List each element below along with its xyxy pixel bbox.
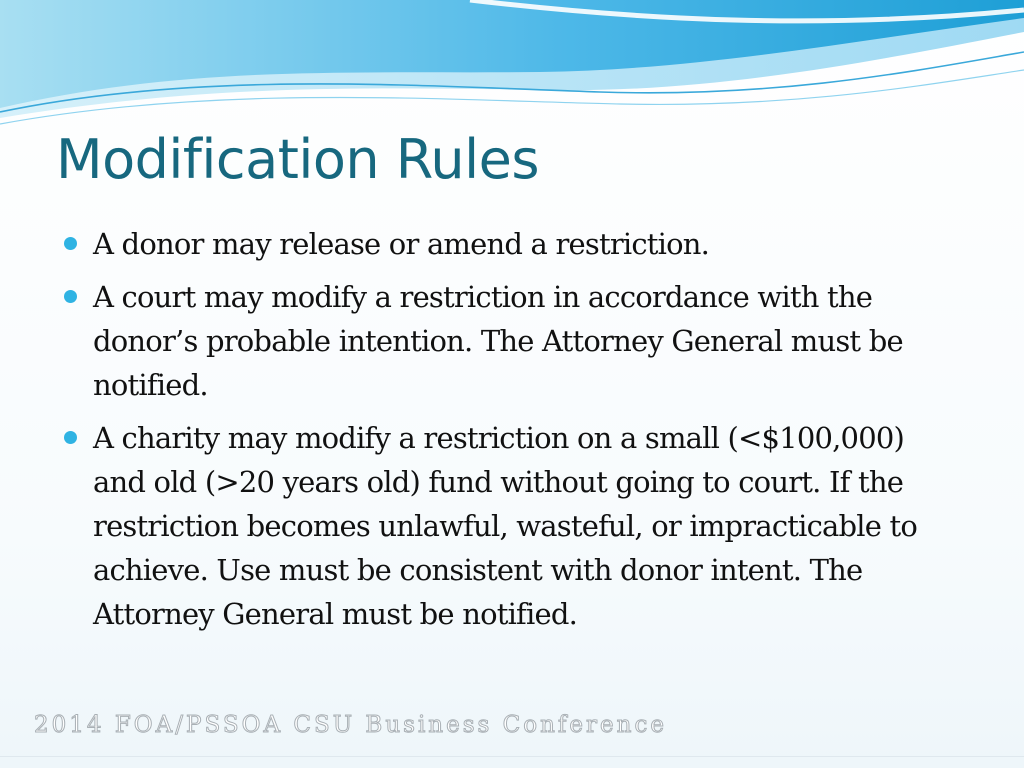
- footer-text: 2014 FOA/PSSOA CSU Business Conference: [34, 712, 667, 738]
- bullet-item: [60, 222, 960, 266]
- wave-banner: [0, 0, 1024, 130]
- bottom-divider: [0, 756, 1024, 757]
- bullet-item: [60, 416, 960, 636]
- bullet-dot-icon: [64, 290, 77, 303]
- bullet-text: A charity may modify a restriction on a small (<$100,000) and old (>20 years old) fund without going to court. If the restriction becomes unlawful, wasteful, or impracticable to achieve. Use must be consistent with donor intent. The Attorney General must be notified.: [93, 421, 918, 631]
- bullet-text: A court may modify a restriction in accordance with the donor’s probable intention. The Attorney General must be notified.: [93, 280, 903, 402]
- bullet-dot-icon: [64, 431, 77, 444]
- slide-title: Modification Rules: [56, 128, 539, 191]
- bullet-list: [60, 222, 960, 645]
- bullet-text: A donor may release or amend a restriction.: [93, 227, 710, 261]
- bullet-item: [60, 275, 960, 407]
- bullet-dot-icon: [64, 237, 77, 250]
